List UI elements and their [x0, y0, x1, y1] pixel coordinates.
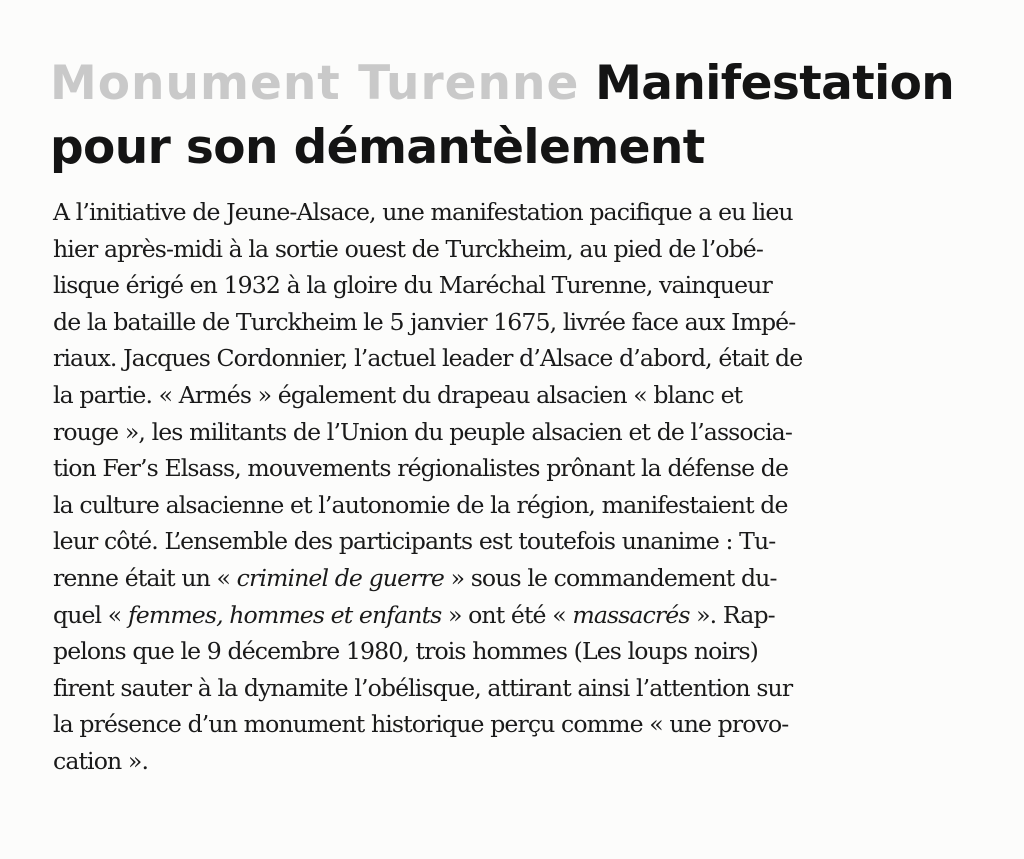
headline-title-line1: Manifestation [595, 56, 955, 111]
body-line: la présence d’un monument historique perçu comme « une provo- [53, 710, 789, 739]
body-line: A l’initiative de Jeune-Alsace, une manifestation pacifique a eu lieu [53, 198, 793, 226]
body-line: la culture alsacienne et l’autonomie de la région, manifestaient de [53, 490, 788, 519]
body-text: renne était un « [53, 563, 237, 592]
body-line: tion Fer’s Elsass, mouvements régionalistes prônant la défense de [53, 454, 789, 483]
body-line [53, 597, 983, 634]
body-line: cation ». [53, 746, 149, 775]
body-line: firent sauter à la dynamite l’obélisque, attirant ainsi l’attention sur [53, 673, 793, 702]
article-body [53, 194, 983, 780]
body-line: rouge », les militants de l’Union du peuple alsacien et de l’associa- [53, 417, 792, 446]
body-line: riaux. Jacques Cordonnier, l’actuel leader d’Alsace d’abord, était de [53, 344, 803, 373]
headline-kicker: Monument Turenne [50, 56, 580, 111]
body-text: » sous le commandement du- [443, 563, 777, 592]
body-text: quel « [53, 600, 128, 629]
body-line: leur côté. L’ensemble des participants est toutefois unanime : Tu- [53, 527, 776, 556]
body-line: de la bataille de Turckheim le 5 janvier 1675, livrée face aux Impé- [53, 307, 796, 336]
body-line [53, 560, 983, 597]
body-text: ». Rap- [689, 600, 775, 629]
body-line: lisque érigé en 1932 à la gloire du Maréchal Turenne, vainqueur [53, 271, 772, 300]
headline-title-line2: pour son démantèlement [50, 120, 705, 175]
body-line: la partie. « Armés » également du drapeau alsacien « blanc et [53, 380, 743, 409]
quoted-phrase: criminel de guerre [236, 563, 444, 592]
quoted-phrase: femmes, hommes et enfants [127, 600, 442, 629]
body-line: pelons que le 9 décembre 1980, trois hommes (Les loups noirs) [53, 637, 758, 666]
headline [50, 52, 990, 180]
body-line: hier après-midi à la sortie ouest de Turckheim, au pied de l’obé- [53, 234, 763, 263]
body-text: » ont été « [441, 600, 573, 629]
quoted-phrase: massacrés [572, 600, 690, 629]
